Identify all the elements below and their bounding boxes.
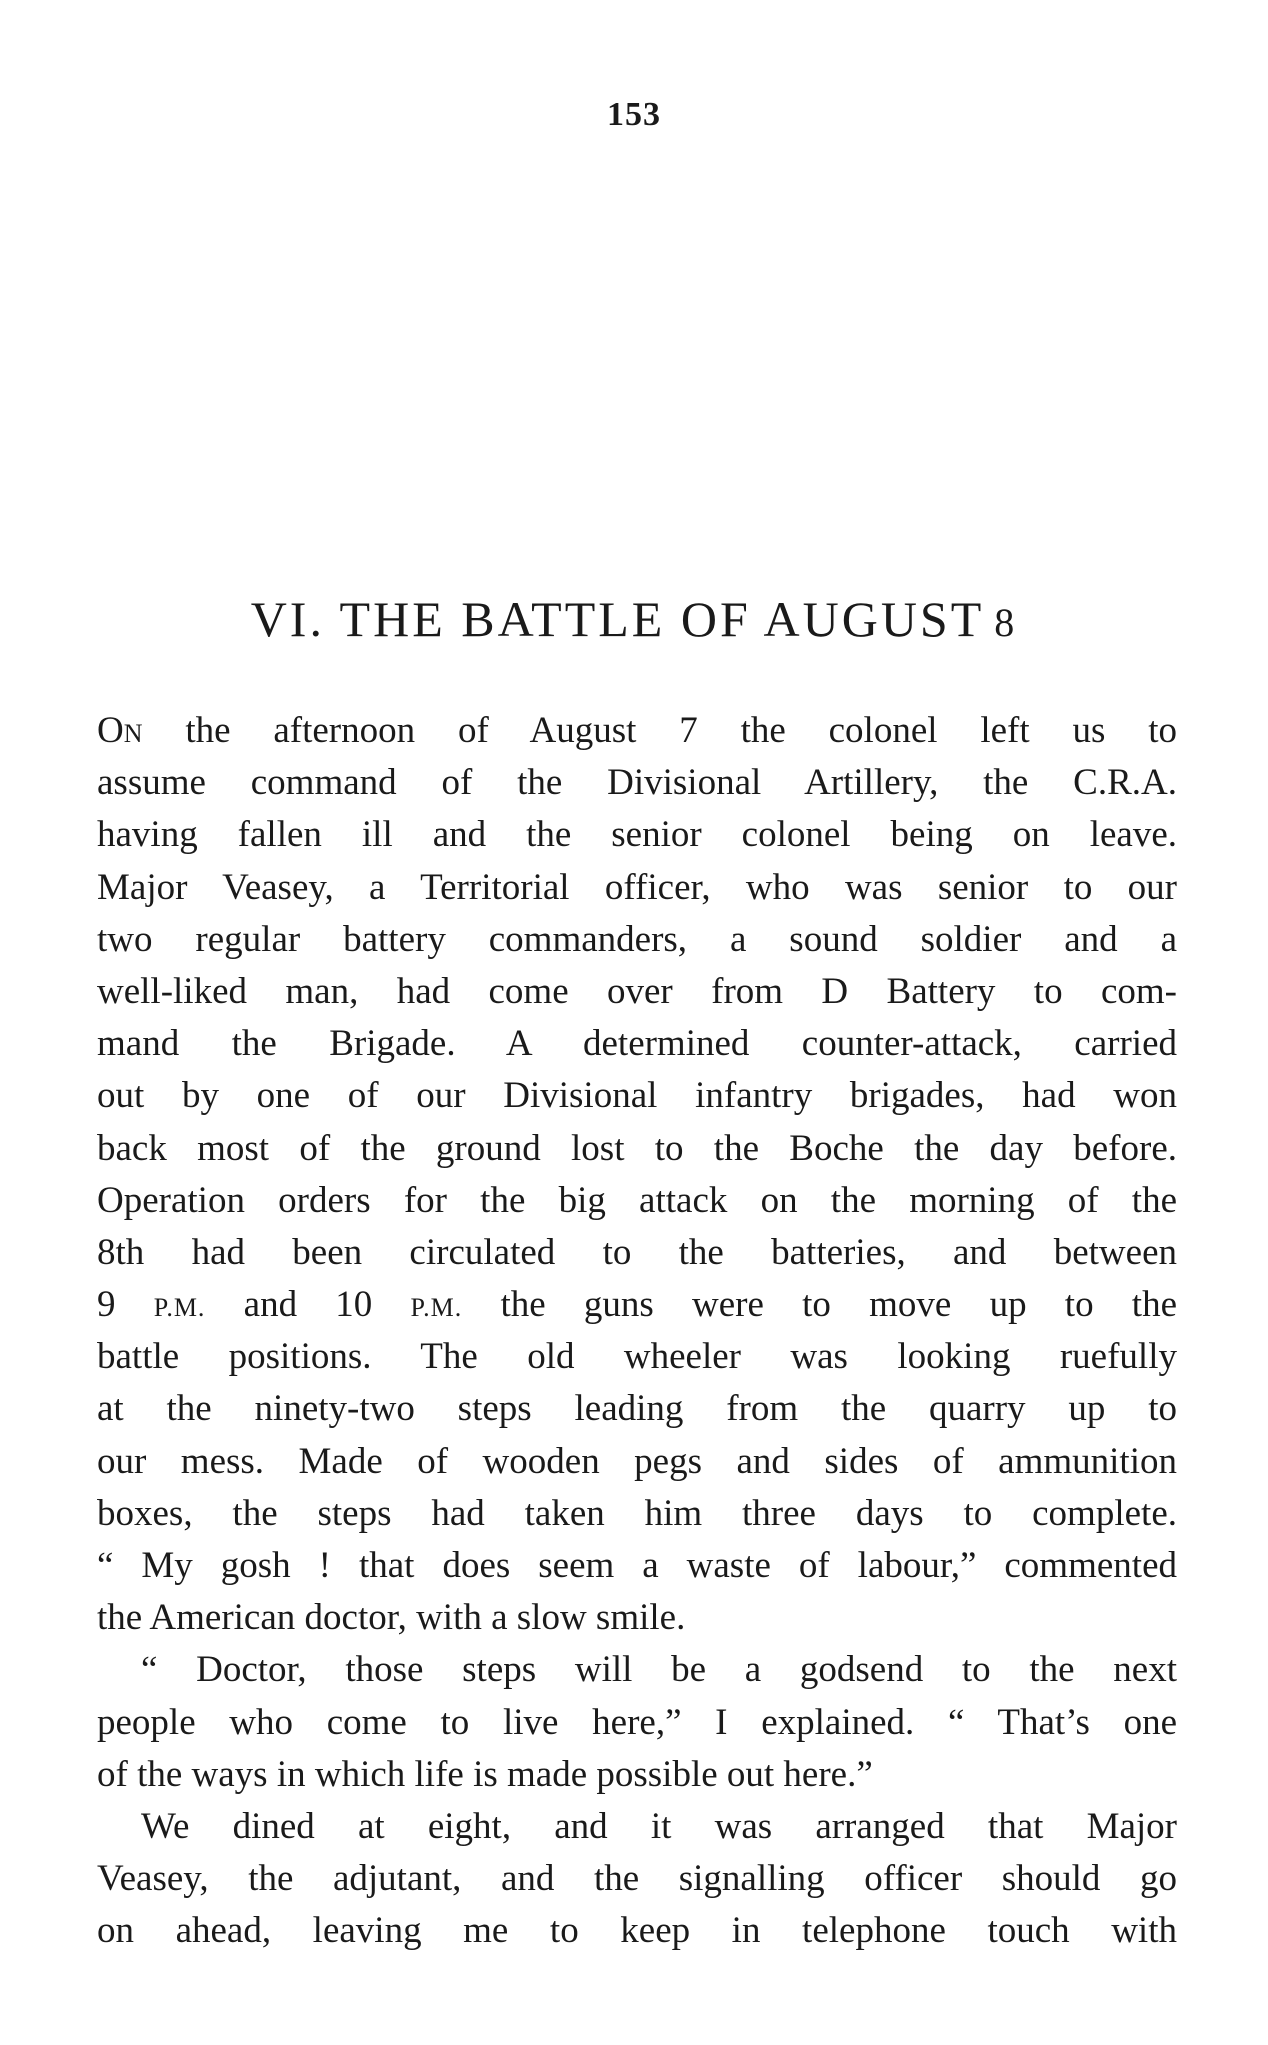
time-abbr: P.M. — [153, 1293, 206, 1323]
text-line: “ Doctor, those steps will be a godsend to the next — [141, 1649, 1177, 1691]
text-line: having fallen ill and the senior colonel being on leave. — [97, 814, 1177, 856]
text-line: 8th had been circulated to the batteries, and between — [97, 1231, 1177, 1273]
line-segment: 9 — [97, 1284, 154, 1326]
text-line: well-liked man, had come over from D Battery to com- — [97, 970, 1177, 1012]
chapter-title — [0, 590, 1268, 648]
body-text — [97, 705, 1177, 1958]
text-line: Major Veasey, a Territorial officer, who was senior to our — [97, 866, 1177, 908]
text-line: back most of the ground lost to the Boche the day before. — [97, 1127, 1177, 1169]
text-line: battle positions. The old wheeler was looking ruefully — [97, 1336, 1177, 1378]
text-line: of the ways in which life is made possible out here.” — [97, 1753, 873, 1795]
page-number: 153 — [607, 96, 661, 133]
text-line: We dined at eight, and it was arranged that Major — [141, 1805, 1177, 1847]
chapter-title-number: 8 — [994, 600, 1018, 645]
text-line: mand the Brigade. A determined counter-attack, carried — [97, 1023, 1177, 1065]
drop-word: On — [97, 710, 143, 751]
line-text: the afternoon of August 7 the colonel left us to — [142, 710, 1177, 751]
line-segment: the guns were to move up to the — [462, 1284, 1177, 1326]
text-line: Operation orders for the big attack on the morning of the — [97, 1179, 1177, 1221]
text-line: on ahead, leaving me to keep in telephone touch with — [97, 1910, 1177, 1952]
text-line — [97, 1279, 1177, 1331]
text-line: the American doctor, with a slow smile. — [97, 1597, 686, 1639]
line-segment: and 10 — [205, 1284, 411, 1326]
text-line: our mess. Made of wooden pegs and sides of ammunition — [97, 1440, 1177, 1482]
text-line: Veasey, the adjutant, and the signalling officer should go — [97, 1858, 1177, 1900]
text-line: two regular battery commanders, a sound soldier and a — [97, 918, 1177, 960]
text-line: “ My gosh ! that does seem a waste of labour,” commented — [97, 1545, 1177, 1586]
text-line: out by one of our Divisional infantry brigades, had won — [97, 1075, 1177, 1117]
chapter-title-text: VI. THE BATTLE OF AUGUST — [250, 591, 985, 647]
text-line: assume command of the Divisional Artillery, the C.R.A. — [97, 762, 1177, 804]
time-abbr: P.M. — [410, 1293, 463, 1323]
text-line: people who come to live here,” I explained. “ That’s one — [97, 1701, 1177, 1743]
text-line: at the ninety-two steps leading from the quarry up to — [97, 1388, 1177, 1430]
text-line — [97, 705, 1177, 757]
text-line: boxes, the steps had taken him three days to complete. — [97, 1492, 1177, 1534]
